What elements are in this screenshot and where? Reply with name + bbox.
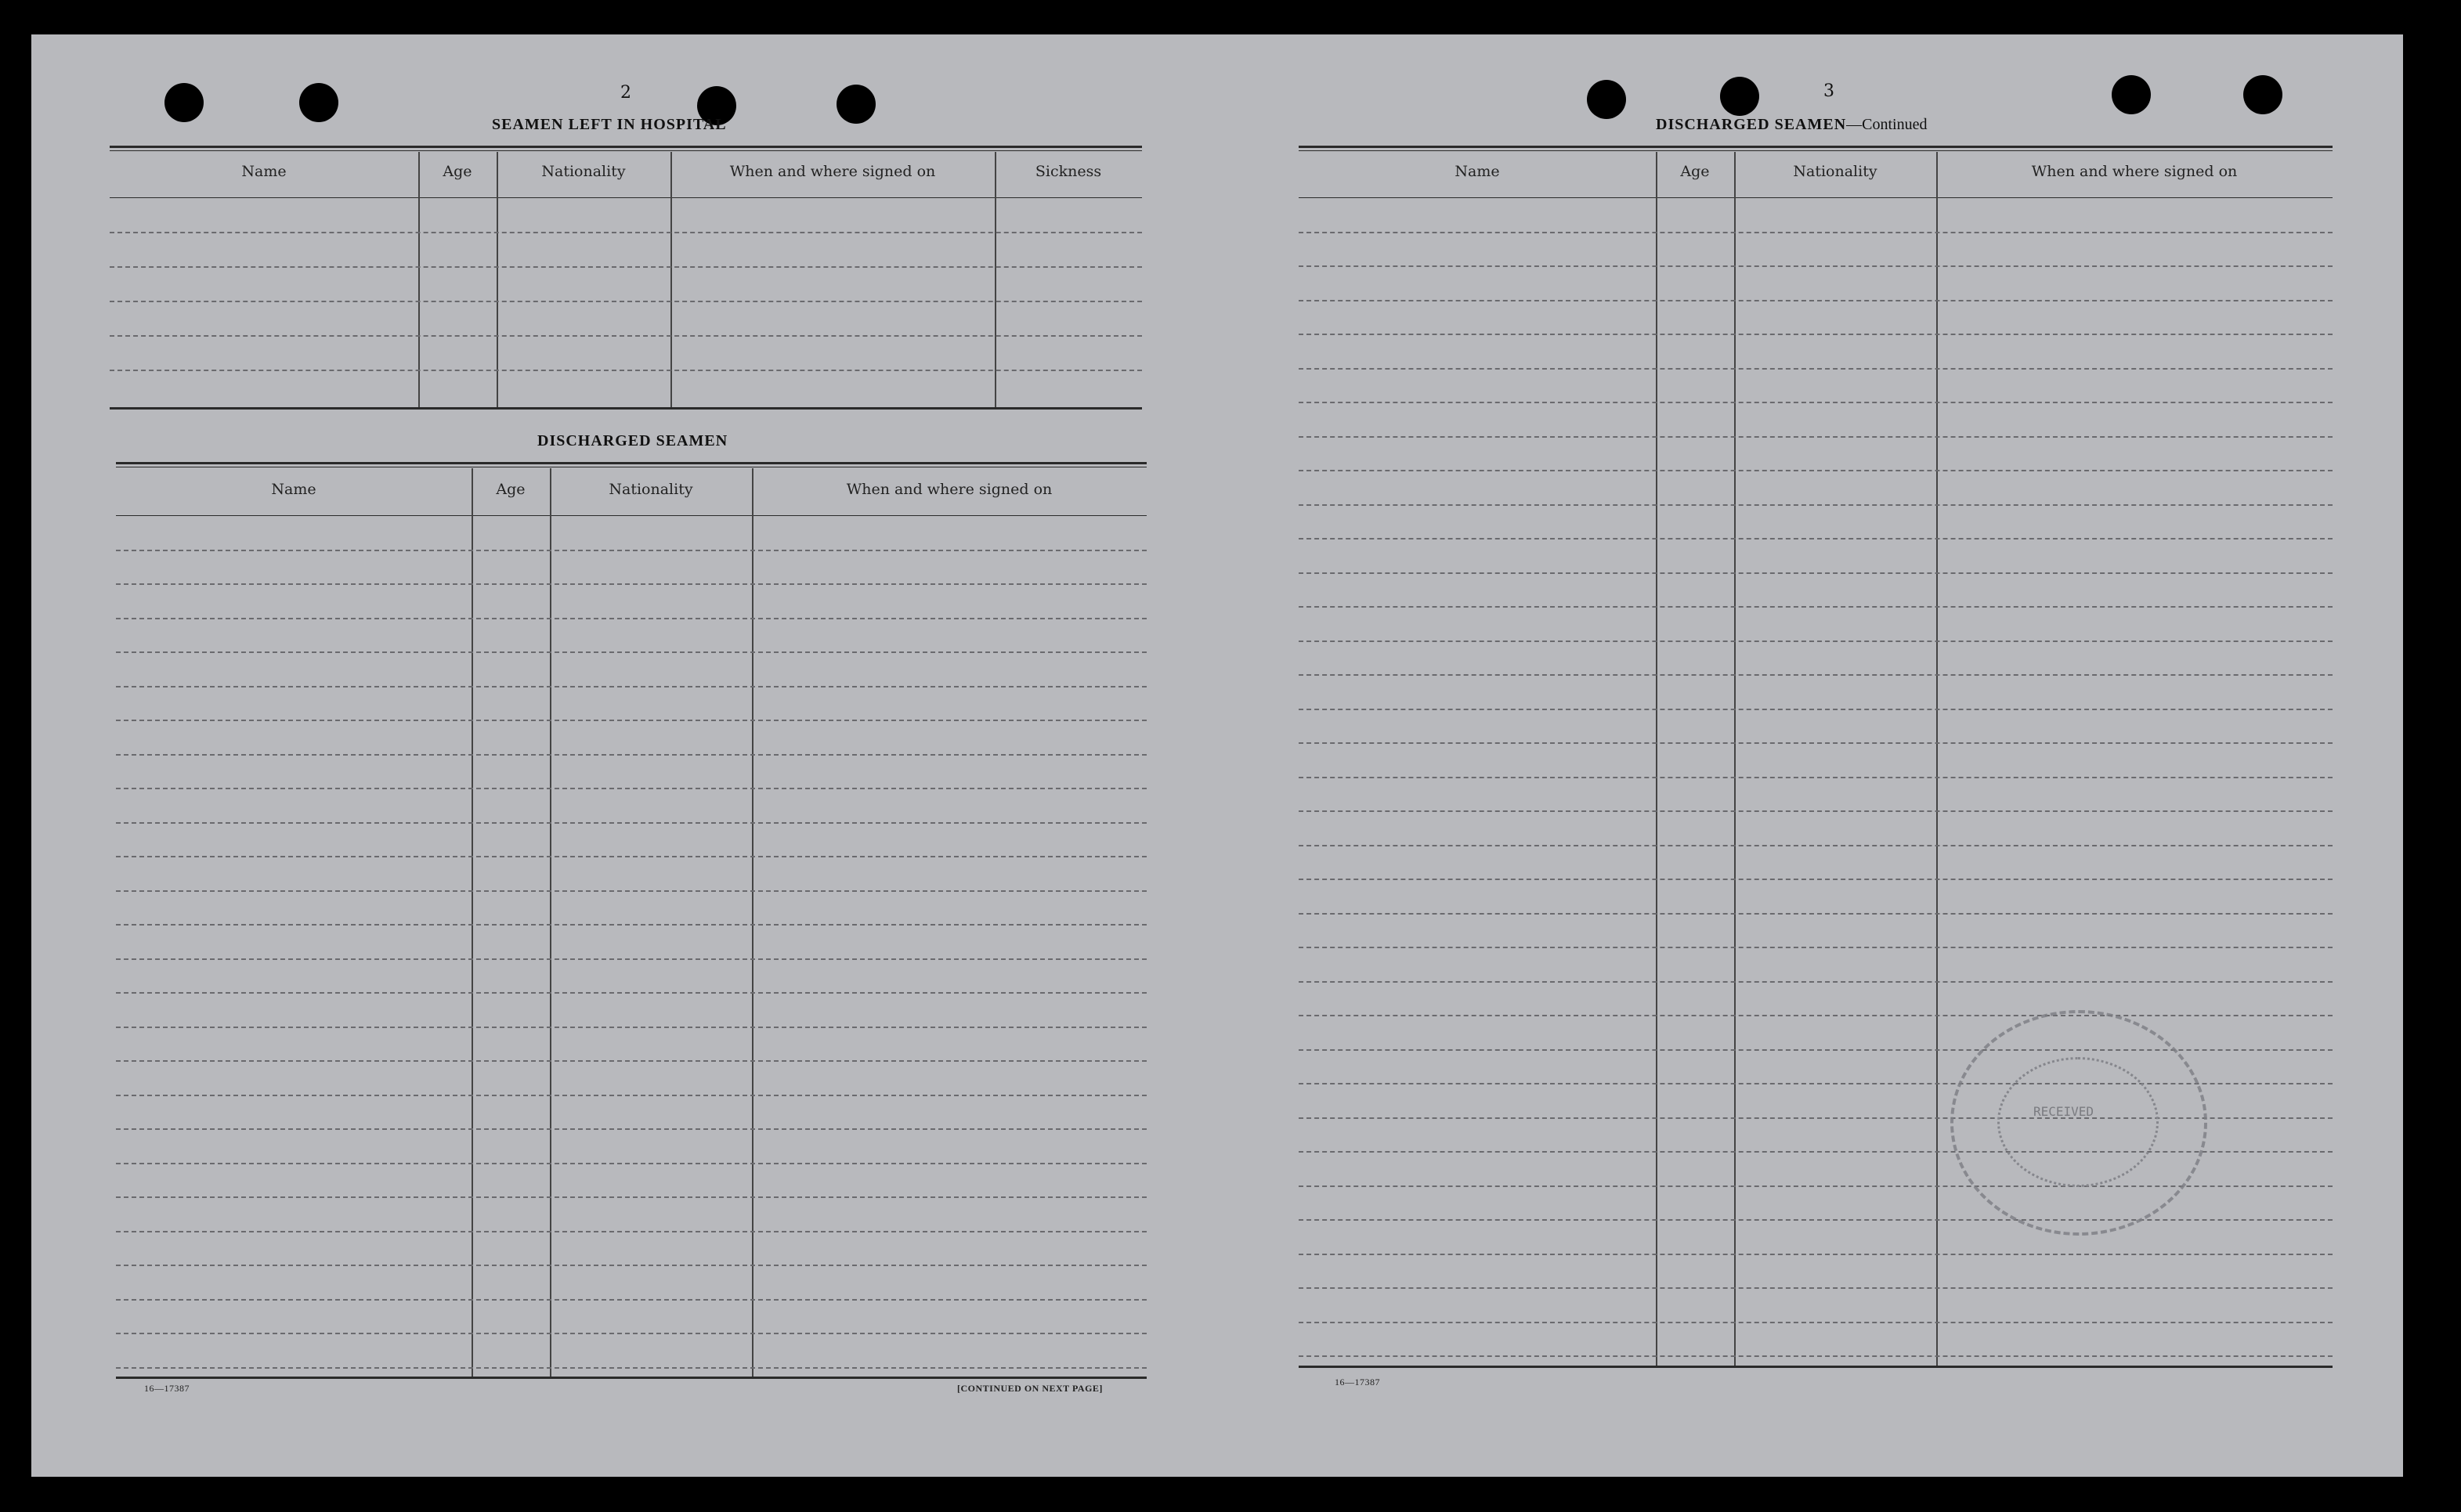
ruled-row-line xyxy=(1299,913,2333,915)
ruled-row-line xyxy=(1299,777,2333,778)
ruled-row-line xyxy=(1299,641,2333,642)
page-number-right: 3 xyxy=(1823,81,1834,101)
ruled-row-line xyxy=(1299,1287,2333,1289)
ruled-row-line xyxy=(116,1128,1147,1130)
ruled-row-line xyxy=(1299,742,2333,744)
ruled-row-line xyxy=(116,618,1147,619)
ruled-row-line xyxy=(1299,572,2333,574)
ruled-row-line xyxy=(116,1196,1147,1198)
received-stamp-text: RECEIVED xyxy=(2033,1104,2094,1119)
discharged-continued-title xyxy=(1656,116,1928,134)
ruled-row-line xyxy=(116,583,1147,585)
ruled-row-line xyxy=(1299,538,2333,539)
column-header-signed-on: When and where signed on xyxy=(2031,163,2238,180)
ruled-row-line xyxy=(1299,300,2333,301)
ruled-row-line xyxy=(1299,879,2333,880)
hospital-table xyxy=(110,146,1142,412)
title-main: DISCHARGED SEAMEN xyxy=(1656,116,1847,133)
ruled-row-line xyxy=(116,958,1147,960)
title-continued: —Continued xyxy=(1846,116,1928,133)
ruled-row-line xyxy=(1299,947,2333,948)
column-header-nationality: Nationality xyxy=(541,163,626,180)
column-header-sickness: Sickness xyxy=(1035,163,1102,180)
ruled-row-line xyxy=(116,651,1147,653)
ruled-row-line xyxy=(116,924,1147,926)
ruled-row-line xyxy=(116,1333,1147,1334)
ruled-row-line xyxy=(1299,810,2333,812)
ruled-row-line xyxy=(116,1299,1147,1301)
column-header-signed-on: When and where signed on xyxy=(846,481,1053,498)
column-header-nationality: Nationality xyxy=(609,481,693,498)
ruled-row-line xyxy=(116,1163,1147,1164)
column-header-name: Name xyxy=(271,481,316,498)
column-header-age: Age xyxy=(496,481,526,498)
hospital-table-title: SEAMEN LEFT IN HOSPITAL xyxy=(492,116,727,133)
ruled-row-line xyxy=(1299,845,2333,846)
ruled-row-line xyxy=(116,1367,1147,1369)
ruled-row-line xyxy=(1299,1015,2333,1016)
ruled-row-line xyxy=(1299,1355,2333,1357)
punch-hole xyxy=(2243,75,2282,114)
ruled-row-line xyxy=(116,686,1147,687)
ruled-row-line xyxy=(1299,981,2333,983)
ruled-row-line xyxy=(1299,606,2333,608)
ruled-row-line xyxy=(110,232,1142,233)
column-header-name: Name xyxy=(1455,163,1500,180)
ruled-row-line xyxy=(1299,232,2333,233)
form-number-right: 16—17387 xyxy=(1335,1377,1380,1388)
ruled-row-line xyxy=(116,1231,1147,1232)
ruled-row-line xyxy=(110,335,1142,337)
punch-hole xyxy=(299,83,338,122)
ruled-row-line xyxy=(1299,334,2333,335)
ruled-row-line xyxy=(1299,504,2333,506)
page-number-left: 2 xyxy=(620,83,631,103)
ruled-row-line xyxy=(116,1060,1147,1062)
ruled-row-line xyxy=(116,890,1147,892)
ruled-row-line xyxy=(110,301,1142,302)
ruled-row-line xyxy=(1299,1254,2333,1255)
ruled-row-line xyxy=(116,822,1147,824)
column-header-signed-on: When and where signed on xyxy=(729,163,936,180)
punch-hole xyxy=(1587,80,1626,119)
punch-hole xyxy=(837,85,876,124)
ruled-row-line xyxy=(1299,368,2333,370)
ruled-row-line xyxy=(116,754,1147,756)
ruled-row-line xyxy=(116,788,1147,789)
discharged-table-left xyxy=(116,462,1147,1378)
column-header-name: Name xyxy=(241,163,287,180)
ruled-row-line xyxy=(1299,1219,2333,1221)
ruled-row-line xyxy=(116,1027,1147,1028)
ruled-row-line xyxy=(116,720,1147,721)
column-header-age: Age xyxy=(1680,163,1710,180)
form-number-left: 16—17387 xyxy=(144,1383,190,1394)
ruled-row-line xyxy=(1299,1322,2333,1323)
ruled-row-line xyxy=(116,992,1147,994)
received-stamp-inner-ring xyxy=(1997,1057,2159,1187)
ruled-row-line xyxy=(116,1265,1147,1266)
ruled-row-line xyxy=(1299,709,2333,710)
ruled-row-line xyxy=(1299,470,2333,471)
punch-hole xyxy=(164,83,204,122)
column-header-age: Age xyxy=(443,163,472,180)
punch-hole xyxy=(1720,77,1759,116)
ruled-row-line xyxy=(1299,674,2333,676)
discharged-table-title: DISCHARGED SEAMEN xyxy=(537,432,728,449)
ruled-row-line xyxy=(116,856,1147,857)
ruled-row-line xyxy=(116,1095,1147,1096)
ruled-row-line xyxy=(1299,265,2333,267)
continued-note: [CONTINUED ON NEXT PAGE] xyxy=(957,1383,1103,1394)
ruled-row-line xyxy=(110,370,1142,371)
column-header-nationality: Nationality xyxy=(1793,163,1877,180)
ruled-row-line xyxy=(116,550,1147,551)
ruled-row-line xyxy=(1299,402,2333,403)
ruled-row-line xyxy=(110,266,1142,268)
ruled-row-line xyxy=(1299,436,2333,438)
punch-hole xyxy=(2112,75,2151,114)
